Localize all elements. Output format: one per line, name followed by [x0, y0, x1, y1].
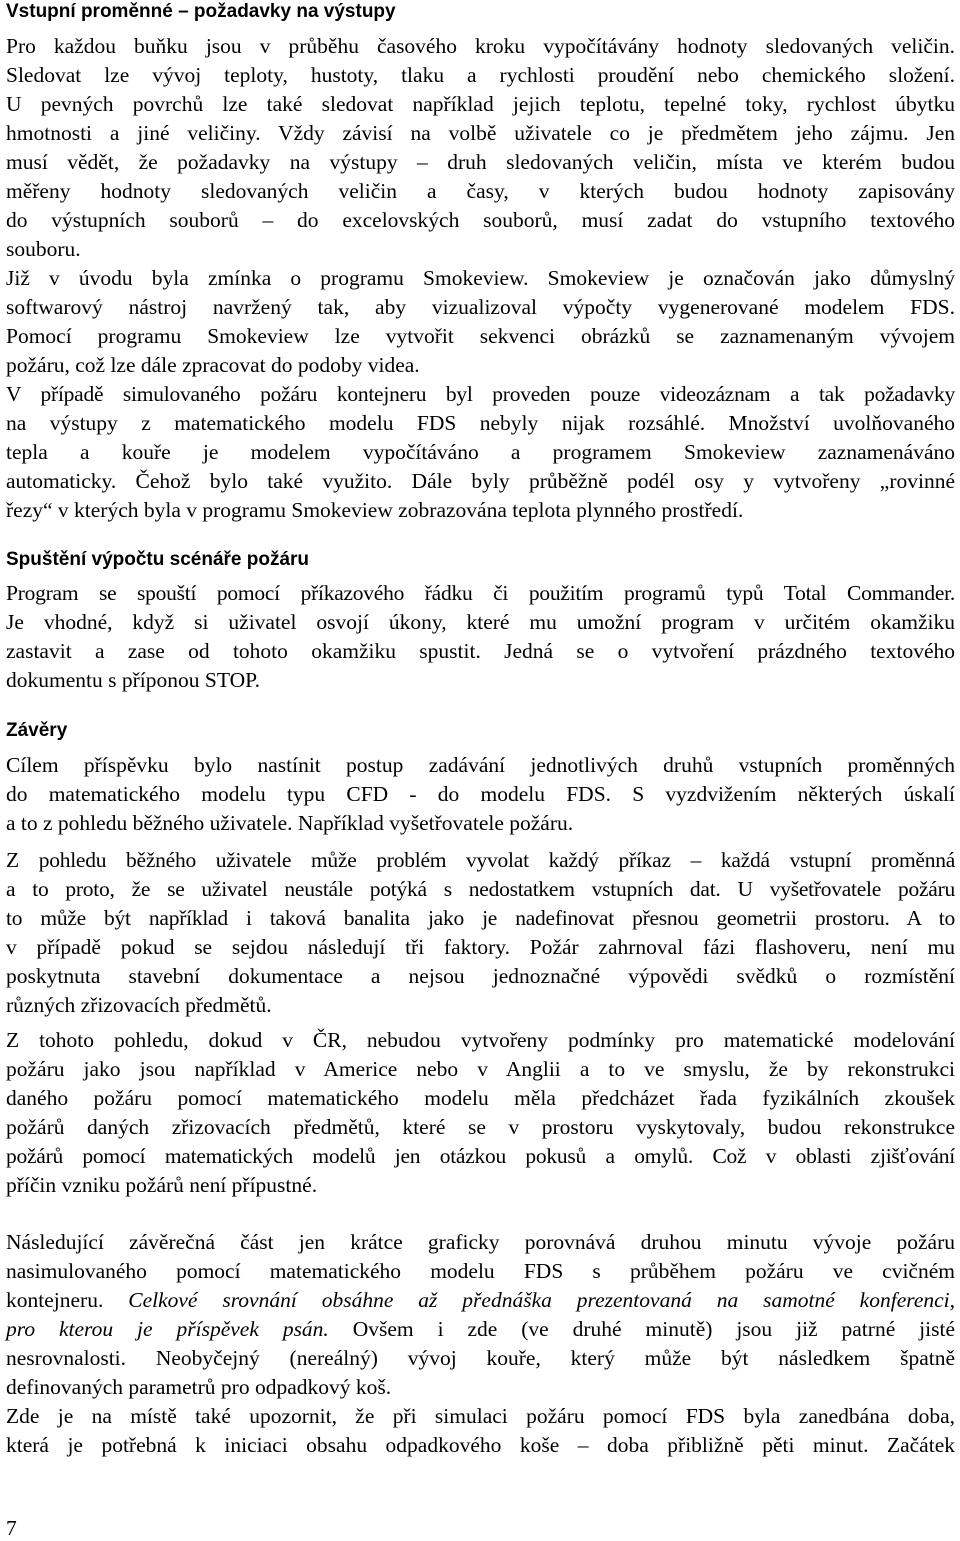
text-line: do výstupních souborů – do excelovských souborů, musí zadat do vstupního textového: [6, 208, 955, 232]
text-line: Program se spouští pomocí příkazového řádku či použitím programů typů Total Commander.: [6, 581, 955, 605]
text-line: do matematického modelu typu CFD - do modelu FDS. S vyzdvižením některých úskalí: [6, 782, 955, 806]
text-line: poskytnuta stavební dokumentace a nejsou jednoznačné výpovědi svědků o rozmístění: [6, 964, 955, 988]
text-line: a to z pohledu běžného uživatele. Například vyšetřovatele požáru.: [6, 811, 574, 835]
text-line: tepla a kouře je modelem vypočítáváno a programem Smokeview zaznamenáváno: [6, 440, 955, 464]
text-line: která je potřebná k iniciaci obsahu odpadkového koše – doba přibližně pěti minut. Začátek: [6, 1433, 955, 1457]
page-number: 7: [6, 1516, 17, 1540]
text-line: požáru jako jsou například v Americe nebo v Anglii a to ve smyslu, že by rekonstrukci: [6, 1057, 955, 1081]
text-run: Ovšem i zde (ve druhé minutě) jsou již patrné jisté: [328, 1317, 955, 1341]
section-heading-conclusions: Závěry: [6, 720, 68, 741]
text-line-mixed: [6, 1286, 955, 1315]
text-line: řezy“ v kterých byla v programu Smokeview zobrazována teplota plynného prostředí.: [6, 498, 744, 522]
text-line: softwarový nástroj navržený tak, aby vizualizoval výpočty vygenerované modelem FDS.: [6, 295, 955, 319]
text-line: V případě simulovaného požáru kontejneru byl proveden pouze videozáznam a tak požadavky: [6, 382, 955, 406]
text-line: nasimulovaného pomocí matematického modelu FDS s průběhem požáru ve cvičném: [6, 1259, 955, 1283]
text-line: nesrovnalosti. Neobyčejný (nereálný) vývoj kouře, který může být následkem špatně: [6, 1346, 955, 1370]
text-line: souboru.: [6, 237, 81, 261]
text-line: to může být například i taková banalita jako je nadefinovat přesnou geometrii prostoru. A to: [6, 906, 955, 930]
text-line: Pomocí programu Smokeview lze vytvořit sekvenci obrázků se zaznamenaným vývojem: [6, 324, 955, 348]
section-heading-run-scenario: Spuštění výpočtu scénáře požáru: [6, 549, 310, 570]
text-line: Cílem příspěvku bylo nastínit postup zadávání jednotlivých druhů vstupních proměnných: [6, 753, 955, 777]
italic-text-run: Celkové srovnání obsáhne až přednáška prezentovaná na samotné konferenci,: [128, 1288, 955, 1312]
text-line: na výstupy z matematického modelu FDS nebyly nijak rozsáhlé. Množství uvolňovaného: [6, 411, 955, 435]
section-heading-output-requirements: Vstupní proměnné – požadavky na výstupy: [6, 1, 396, 22]
text-line: definovaných parametrů pro odpadkový koš.: [6, 1375, 392, 1399]
text-line: měřeny hodnoty sledovaných veličin a časy, v kterých budou hodnoty zapisovány: [6, 179, 955, 203]
text-run: kontejneru.: [6, 1288, 129, 1312]
text-line: a to proto, že se uživatel neustále potýká s nedostatkem vstupních dat. U vyšetřovatele požáru: [6, 877, 955, 901]
text-line: Sledovat lze vývoj teploty, hustoty, tlaku a rychlosti proudění nebo chemického složení.: [6, 63, 955, 87]
text-line: hmotnosti a jiné veličiny. Vždy závisí na volbě uživatele co je předmětem jeho zájmu. Jen: [6, 121, 955, 145]
text-line: Následující závěrečná část jen krátce graficky porovnává druhou minutu vývoje požáru: [6, 1230, 955, 1254]
text-line: daného požáru pomocí matematického modelu měla předcházet řada fyzikálních zkoušek: [6, 1086, 955, 1110]
text-line: Z tohoto pohledu, dokud v ČR, nebudou vytvořeny podmínky pro matematické modelování: [6, 1028, 955, 1052]
text-line: příčin vzniku požárů není přípustné.: [6, 1173, 318, 1197]
text-line: Pro každou buňku jsou v průběhu časového kroku vypočítávány hodnoty sledovaných veličin.: [6, 34, 955, 58]
text-line: Již v úvodu byla zmínka o programu Smokeview. Smokeview je označován jako důmyslný: [6, 266, 955, 290]
text-line: požárů pomocí matematických modelů jen otázkou pokusů a omylů. Což v oblasti zjišťování: [6, 1144, 955, 1168]
text-line: zastavit a zase od tohoto okamžiku spustit. Jedná se o vytvoření prázdného textového: [6, 639, 955, 663]
text-line: v případě pokud se sejdou následují tři faktory. Požár zahrnoval fázi flashoveru, není mu: [6, 935, 955, 959]
text-line: Zde je na místě také upozornit, že při simulaci požáru pomocí FDS byla zanedbána doba,: [6, 1404, 955, 1428]
text-line: požárů daných zřizovacích předmětů, které se v prostoru vyskytovaly, budou rekonstrukce: [6, 1115, 955, 1139]
text-line: Je vhodné, když si uživatel osvojí úkony, které mu umožní program v určitém okamžiku: [6, 610, 955, 634]
text-line: musí vědět, že požadavky na výstupy – druh sledovaných veličin, místa ve kterém budou: [6, 150, 955, 174]
text-line: U pevných povrchů lze také sledovat například jejich teplotu, tepelné toky, rychlost úbytku: [6, 92, 955, 116]
text-line: automaticky. Čehož bylo také využito. Dále byly průběžně podél osy y vytvořeny „rovinné: [6, 469, 955, 493]
text-line: různých zřizovacích předmětů.: [6, 993, 272, 1017]
text-line: dokumentu s příponou STOP.: [6, 668, 261, 692]
text-line: požáru, což lze dále zpracovat do podoby videa.: [6, 353, 420, 377]
italic-text-run: pro kterou je příspěvek psán.: [6, 1317, 329, 1341]
text-line-mixed: [6, 1315, 955, 1344]
text-line: Z pohledu běžného uživatele může problém vyvolat každý příkaz – každá vstupní proměnná: [6, 848, 955, 872]
